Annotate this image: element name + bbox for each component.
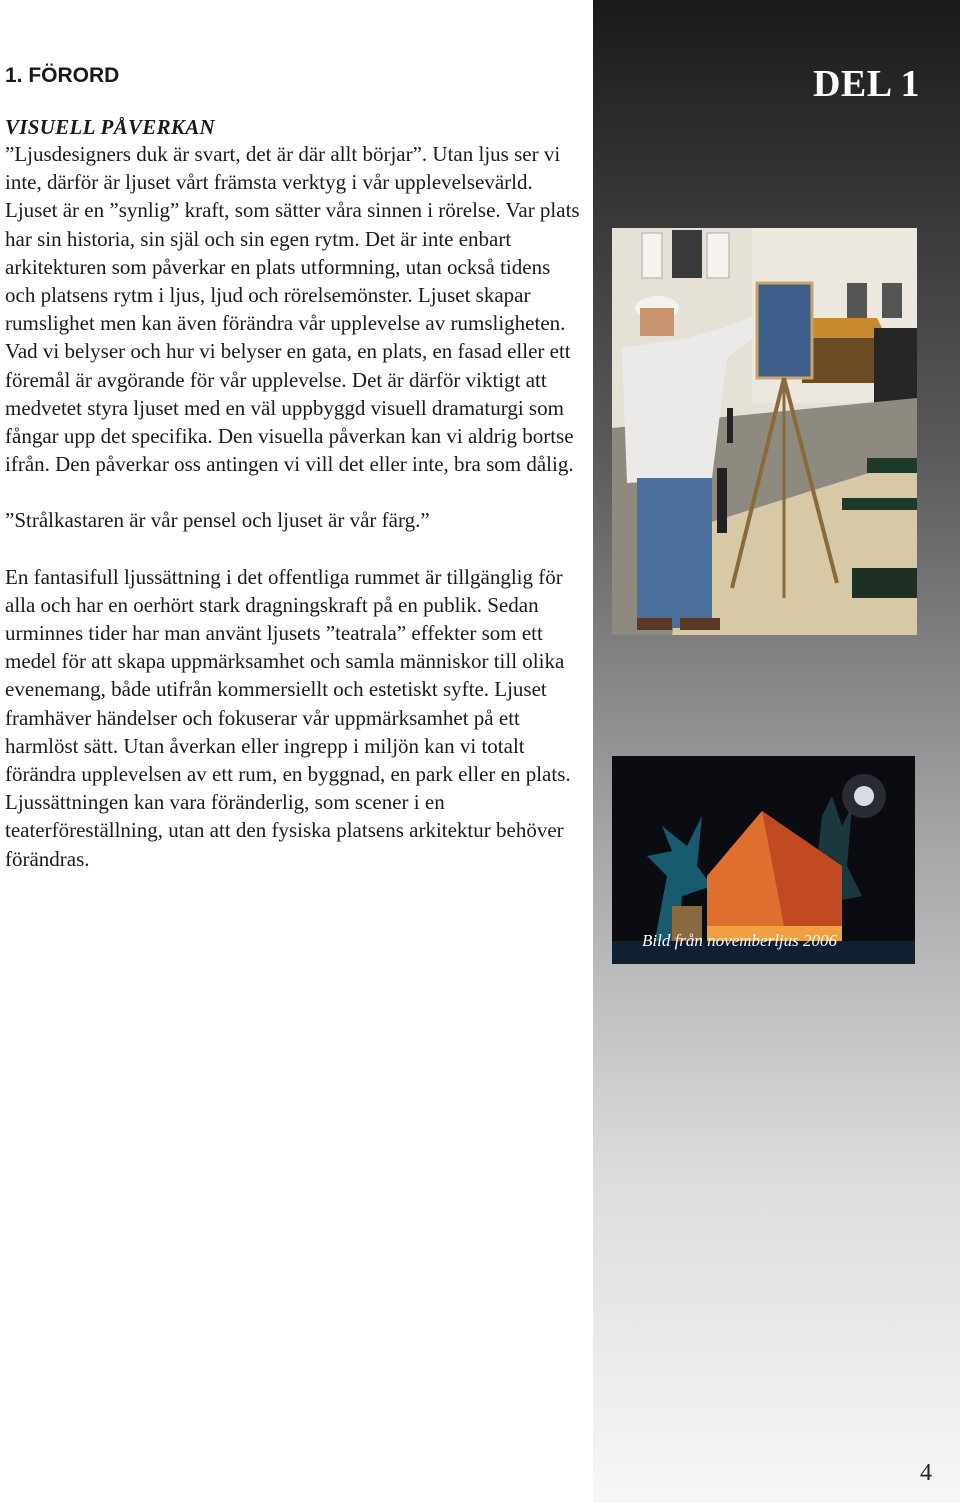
night-building-photo — [612, 756, 915, 964]
main-column — [5, 60, 585, 873]
painter-photo — [612, 228, 917, 635]
photo-caption: Bild från novemberljus 2006 — [642, 931, 838, 950]
page-number: 4 — [920, 1460, 932, 1486]
subheading: VISUELL PÅVERKAN — [5, 115, 215, 139]
sidebar-panel — [593, 0, 960, 1503]
paragraph-quote: ”Strålkastaren är vår pensel och ljuset är vår färg.” — [5, 508, 430, 533]
paragraph-intro: ”Ljusdesigners duk är svart, det är där allt börjar”. Utan ljus ser vi inte, därför är ljuset vårt främsta verktyg i vår upplevelsevärld. Ljuset är en ”synlig” kraft, som sätter våra sinnen i rörelse. Var plats har sin historia, sin själ och sin egen rytm. Det är inte enbart arkitekturen som påverkar en plats utformning, utan också tidens och platsens rytm i ljus, ljud och rörelsemönster. Ljuset skapar rumslighet men kan även förändra vår upplevelse av rumsligheten. Vad vi belyser och hur vi belyser en gata, en plats, en fasad eller ett föremål är avgörande för vår upplevelse. Det är därför viktigt att medvetet styra ljuset med en väl uppbyggd visuell dramaturgi som fångar upp det specifika. Den visuella påverkan kan vi aldrig bortse ifrån. Den påverkar oss antingen vi vill det eller inte, bra som dålig. — [5, 142, 580, 477]
part-title: DEL 1 — [812, 63, 920, 105]
section-heading: 1. FÖRORD — [5, 64, 120, 87]
paragraph-body: En fantasifull ljussättning i det offentliga rummet är tillgänglig för alla och har en oerhört stark dragningskraft på en publik. Sedan urminnes tider har man använt ljusets ”teatrala” effekter som ett medel för att skapa uppmärksamhet och samla människor till olika evenemang, både utifrån kommersiellt och estetiskt syfte. Ljuset framhäver händelser och fokuserar vår uppmärksamhet på ett harmlöst sätt. Utan åverkan eller ingrepp i miljön kan vi totalt förändra upplevelsen av ett rum, en byggnad, en park eller en plats. Ljussättningen kan vara föränderlig, som scener i en teaterföreställning, utan att den fysiska platsens arkitektur behöver förändras. — [5, 564, 571, 871]
